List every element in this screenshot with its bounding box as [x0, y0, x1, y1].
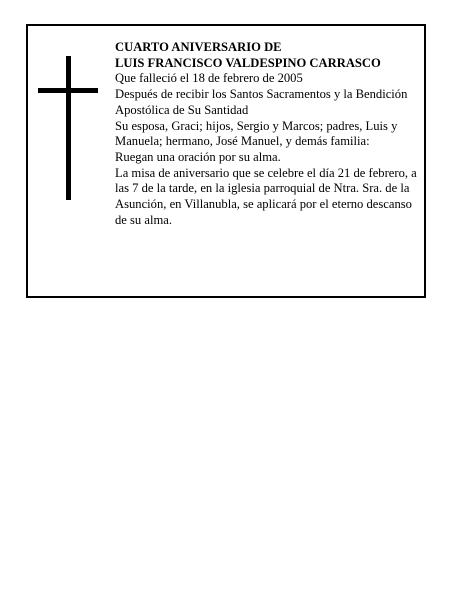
notice-title-line-2: LUIS FRANCISCO VALDESPINO CARRASCO: [115, 55, 381, 70]
notice-title-line-1: CUARTO ANIVERSARIO DE: [115, 40, 282, 54]
family-list: Su esposa, Graci; hijos, Sergio y Marcos; padres, Luis y Manuela; hermano, José Manuel, y demás familia:: [115, 118, 398, 149]
sacraments-note: Después de recibir los Santos Sacramentos y la Bendición Apostólica de Su Santidad: [115, 87, 408, 117]
prayer-request: Ruegan una oración por su alma.: [115, 149, 281, 164]
obituary-notice: [26, 24, 426, 298]
death-date: Que falleció el 18 de febrero de 2005: [115, 71, 303, 86]
mass-details: La misa de aniversario que se celebre el día 21 de febrero, a las 7 de la tarde, en la iglesia parroquial de Ntra. Sra. de la Asunción, en Villanubla, se aplicará por el eterno descanso de su alma.: [115, 165, 417, 227]
cross-horizontal-bar: [38, 88, 98, 93]
cross-vertical-bar: [66, 56, 71, 200]
notice-text: [115, 40, 425, 228]
cross-icon: [38, 56, 98, 200]
